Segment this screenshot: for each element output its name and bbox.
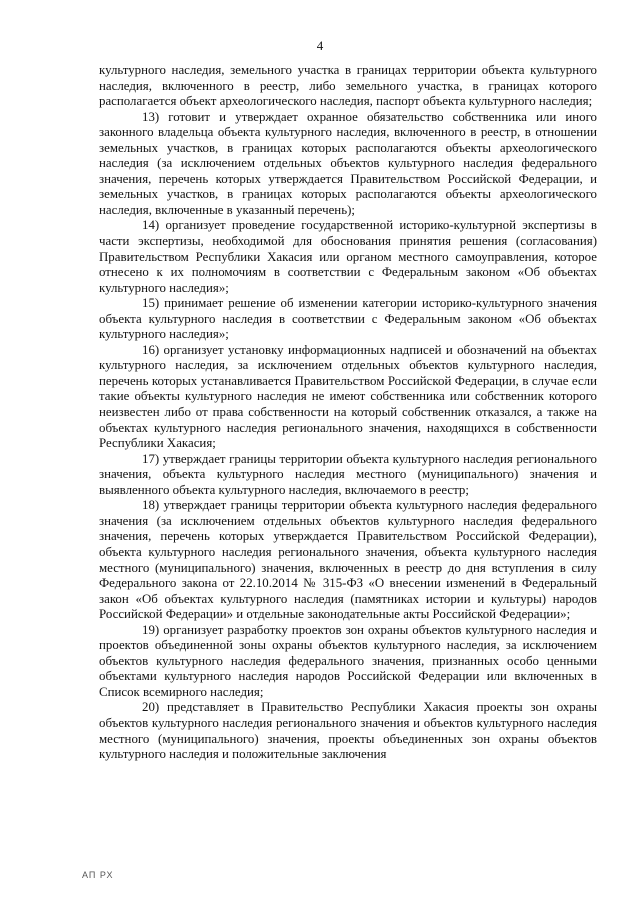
paragraph-continuation: культурного наследия, земельного участка в границах территории объекта культурного наследия, включенного в реестр, либо земельного участка, в границах которого располагается объект археологического наследия, паспорт объекта культурного наследия; (99, 63, 597, 109)
document-body (99, 63, 597, 763)
paragraph-item-14: 14) организует проведение государственной историко-культурной экспертизы в части экспертизы, необходимой для обоснования принятия решения (согласования) Правительством Республики Хакасия или органом местного самоуправления, которое отнесено к их полномочиям в соответствии с Федеральным законом «Об объектах культурного наследия»; (99, 218, 597, 295)
paragraph-item-19: 19) организует разработку проектов зон охраны объектов культурного наследия и проектов объединенной зоны охраны объектов культурного наследия, за исключением объектов культурного наследия федерального значения, признанных особо ценными объектами культурного наследия народов Российской Федерации или включенных в Список всемирного наследия; (99, 622, 597, 699)
paragraph-item-15: 15) принимает решение об изменении категории историко-культурного значения объекта культурного наследия в соответствии с Федеральным законом «Об объектах культурного наследия»; (99, 296, 597, 342)
paragraph-item-20: 20) представляет в Правительство Республики Хакасия проекты зон охраны объектов культурного наследия регионального значения и объектов культурного наследия местного (муниципального) значения, проекты объединенных зон охраны объектов культурного наследия и положительные заключения (99, 700, 597, 762)
page-number: 4 (316, 38, 324, 53)
paragraph-item-16: 16) организует установку информационных надписей и обозначений на объектах культурного наследия, за исключением отдельных объектов культурного наследия, перечень которых устанавливается Правительством Российской Федерации, в случае если такие объекты культурного наследия не имеют собственника или собственник которого неизвестен либо от права собственности на который собственник отказался, а также на объектах культурного наследия регионального значения, находящихся в собственности Республики Хакасия; (99, 342, 597, 451)
paragraph-item-13: 13) готовит и утверждает охранное обязательство собственника или иного законного владельца объекта культурного наследия, включенного в реестр, в отношении земельных участков, в границах которых располагаются объекты археологического наследия (за исключением отдельных объектов культурного наследия федерального значения, перечень которых утверждается Правительством Российской Федерации, и земельных участков, в границах которых располагаются объекты археологического наследия, включенные в указанный перечень); (99, 109, 597, 217)
paragraph-item-18: 18) утверждает границы территории объекта культурного наследия федерального значения (за исключением отдельных объектов культурного наследия федерального значения, перечень которых утверждается Правительством Российской Федерации), объекта культурного наследия регионального значения, объекта культурного наследия местного (муниципального) значения, включенных в реестр до дня вступления в силу Федерального закона от 22.10.2014 № 315-ФЗ «О внесении изменений в Федеральный закон «Об объектах культурного наследия (памятниках истории и культуры) народов Российской Федерации» и отдельные законодательные акты Российской Федерации»; (99, 498, 597, 622)
footer-mark: АП РХ (82, 870, 114, 880)
paragraph-item-17: 17) утверждает границы территории объекта культурного наследия регионального значения, объекта культурного наследия местного (муниципального) значения и выявленного объекта культурного наследия, включаемого в реестр; (99, 451, 597, 497)
